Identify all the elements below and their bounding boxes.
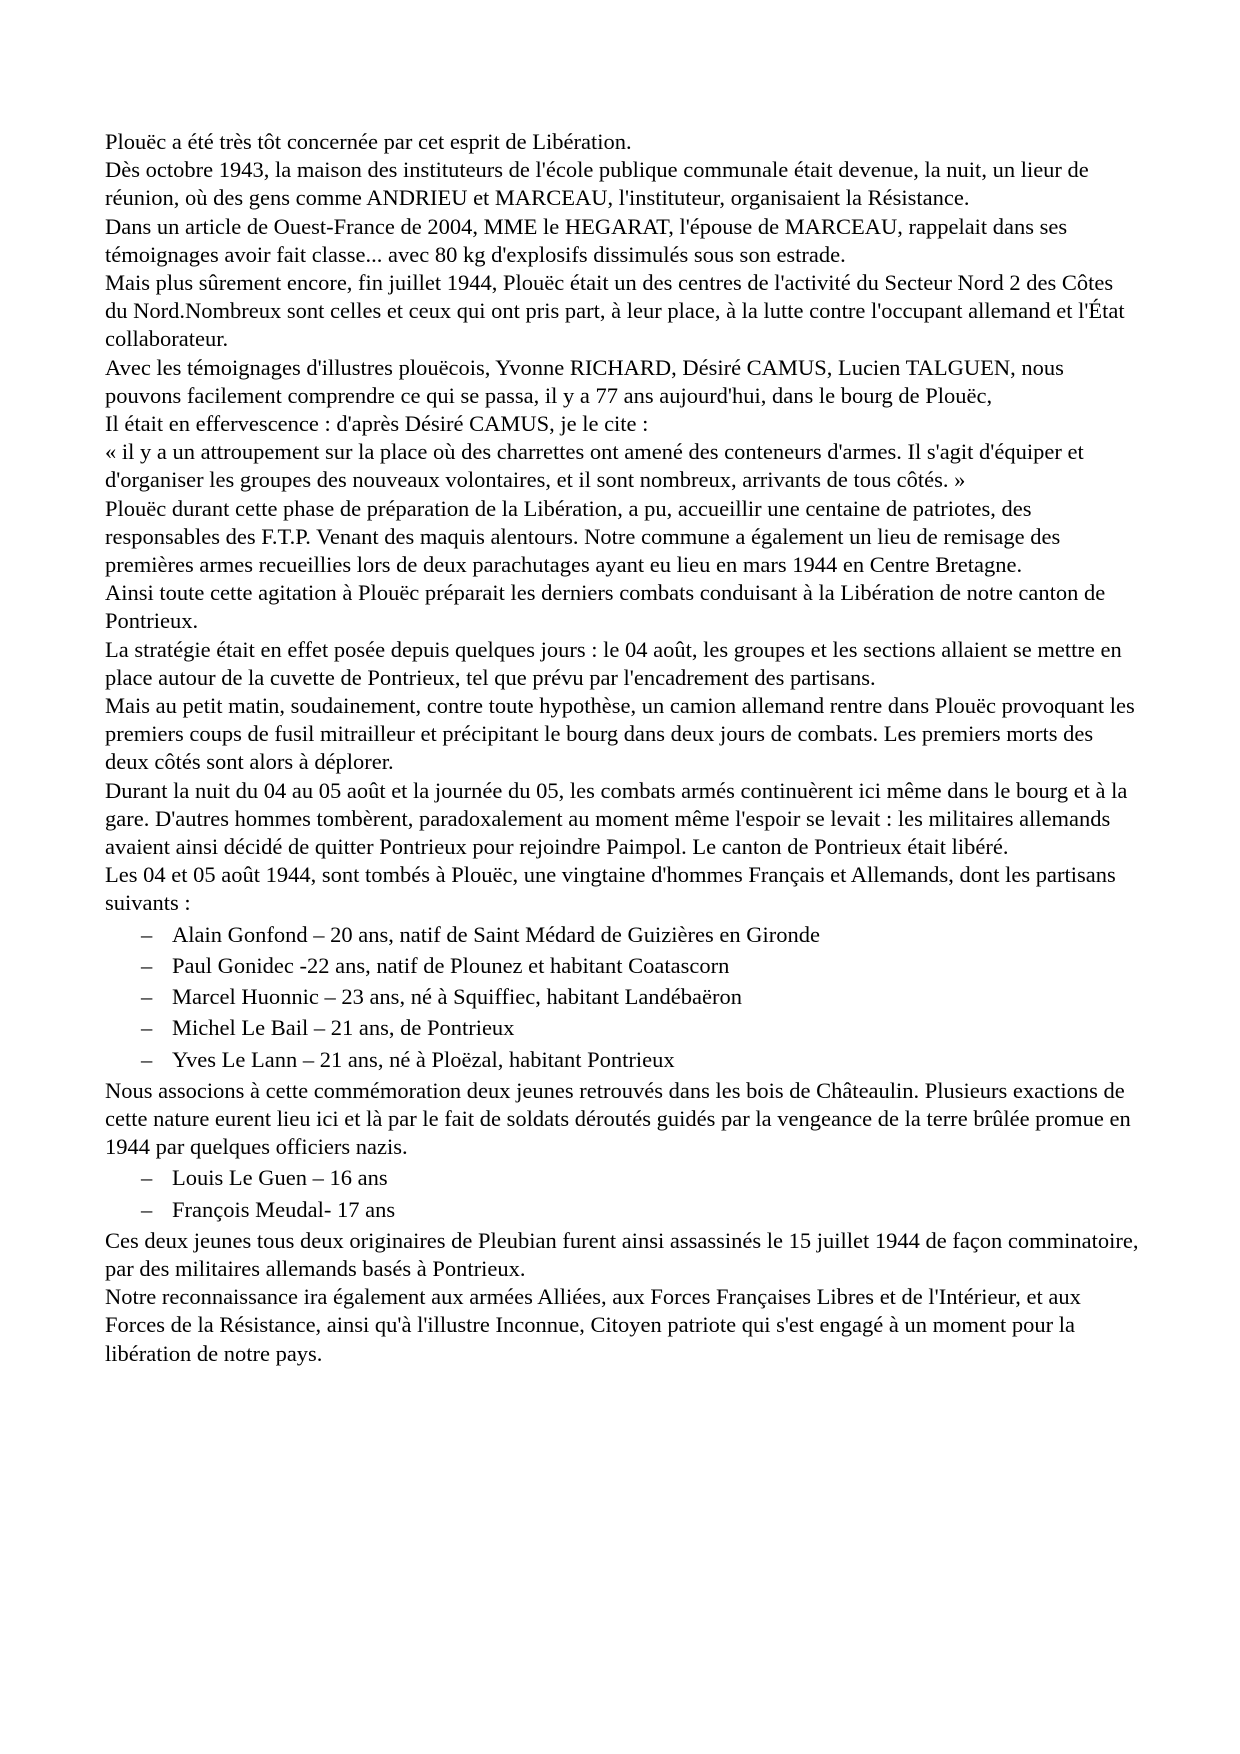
list-item — [105, 921, 1139, 949]
paragraph: Plouëc durant cette phase de préparation de la Libération, a pu, accueillir une centaine de patriotes, des responsables des F.T.P. Venant des maquis alentours. Notre commune a également un lieu de remisage des premières armes recueillies lors de deux parachutages ayant eu lieu en mars 1944 en Centre Bretagne. — [105, 495, 1061, 578]
paragraph: Les 04 et 05 août 1944, sont tombés à Plouëc, une vingtaine d'hommes Français et Allemands, dont les partisans suivants : — [105, 862, 1116, 916]
paragraph: Nous associons à cette commémoration deux jeunes retrouvés dans les bois de Châteaulin. Plusieurs exactions de cette nature eurent lieu ici et là par le fait de soldats déroutés guidés par la vengeance de la terre brûlée promue en 1944 par quelques officiers nazis. — [105, 1077, 1131, 1160]
paragraph: Notre reconnaissance ira également aux armées Alliées, aux Forces Françaises Libres et de l'Intérieur, et aux Forces de la Résistance, ainsi qu'à l'illustre Inconnue, Citoyen patriote qui s'est engagé à un moment pour la libération de notre pays. — [105, 1284, 1081, 1366]
paragraph: Ces deux jeunes tous deux originaires de Pleubian furent ainsi assassinés le 15 juillet 1944 de façon comminatoire, par des militaires allemands basés à Pontrieux. — [105, 1227, 1139, 1281]
paragraph: La stratégie était en effet posée depuis quelques jours : le 04 août, les groupes et les sections allaient se mettre en place autour de la cuvette de Pontrieux, tel que prévu par l'encadrement des partisans. — [105, 636, 1122, 690]
paragraph: Mais au petit matin, soudainement, contre toute hypothèse, un camion allemand rentre dans Plouëc provoquant les premiers coups de fusil mitrailleur et précipitant le bourg dans deux jours de combats. Les premiers morts des deux côtés sont alors à déplorer. — [105, 693, 1135, 775]
list-dash-marker: – — [141, 1015, 153, 1041]
list-dash-marker: – — [141, 1165, 153, 1191]
list-item — [105, 1046, 1139, 1074]
list-item — [105, 1196, 1139, 1224]
list-item-text: Paul Gonidec -22 ans, natif de Plounez et habitant Coatascorn — [172, 952, 730, 978]
list-item-text: Yves Le Lann – 21 ans, né à Ploëzal, habitant Pontrieux — [172, 1046, 675, 1072]
list-dash-marker: – — [141, 921, 153, 947]
list-item-text: Louis Le Guen – 16 ans — [172, 1165, 388, 1191]
list-item-text: Michel Le Bail – 21 ans, de Pontrieux — [172, 1015, 515, 1041]
list-item — [105, 1014, 1139, 1042]
paragraph: Avec les témoignages d'illustres plouëcois, Yvonne RICHARD, Désiré CAMUS, Lucien TALGUEN, nous pouvons facilement comprendre ce qui se passa, il y a 77 ans aujourd'hui, dans le bourg de Plouëc, — [105, 354, 1064, 408]
list-item-text: Alain Gonfond – 20 ans, natif de Saint Médard de Guizières en Gironde — [172, 921, 820, 947]
list-item — [105, 1164, 1139, 1192]
list-dash-marker: – — [141, 952, 153, 978]
paragraph: Durant la nuit du 04 au 05 août et la journée du 05, les combats armés continuèrent ici même dans le bourg et à la gare. D'autres hommes tombèrent, paradoxalement au moment même l'espoir se levait : les militaires allemands avaient ainsi décidé de quitter Pontrieux pour rejoindre Paimpol. Le canton de Pontrieux était libéré. — [105, 777, 1128, 860]
document-content — [105, 128, 1139, 1368]
paragraph: Dans un article de Ouest-France de 2004, MME le HEGARAT, l'épouse de MARCEAU, rappelait dans ses témoignages avoir fait classe... avec 80 kg d'explosifs dissimulés sous son estrade. — [105, 213, 1068, 267]
list-dash-marker: – — [141, 1046, 153, 1072]
list-item-text: François Meudal- 17 ans — [172, 1196, 396, 1222]
paragraph: Ainsi toute cette agitation à Plouëc préparait les derniers combats conduisant à la Libération de notre canton de Pontrieux. — [105, 580, 1106, 634]
list-dash-marker: – — [141, 984, 153, 1010]
paragraph: Plouëc a été très tôt concernée par cet esprit de Libération. — [105, 129, 632, 154]
list-item-text: Marcel Huonnic – 23 ans, né à Squiffiec, habitant Landébaëron — [172, 984, 743, 1010]
list-dash-marker: – — [141, 1196, 153, 1222]
list-item — [105, 952, 1139, 980]
paragraph: Il était en effervescence : d'après Désiré CAMUS, je le cite : — [105, 411, 649, 437]
paragraph: Mais plus sûrement encore, fin juillet 1944, Plouëc était un des centres de l'activité du Secteur Nord 2 des Côtes du Nord.Nombreux sont celles et ceux qui ont pris part, à leur place, à la lutte contre l'occupant allemand et l'État collaborateur. — [105, 270, 1125, 352]
paragraph: « il y a un attroupement sur la place où des charrettes ont amené des conteneurs d'armes. Il s'agit d'équiper et d'organiser les groupes des nouveaux volontaires, et il sont nombreux, arrivants de tous côtés. » — [105, 439, 1084, 493]
paragraph: Dès octobre 1943, la maison des instituteurs de l'école publique communale était devenue, la nuit, un lieur de réunion, où des gens comme ANDRIEU et MARCEAU, l'instituteur, organisaient la Résistance. — [105, 157, 1089, 211]
list-item — [105, 983, 1139, 1011]
